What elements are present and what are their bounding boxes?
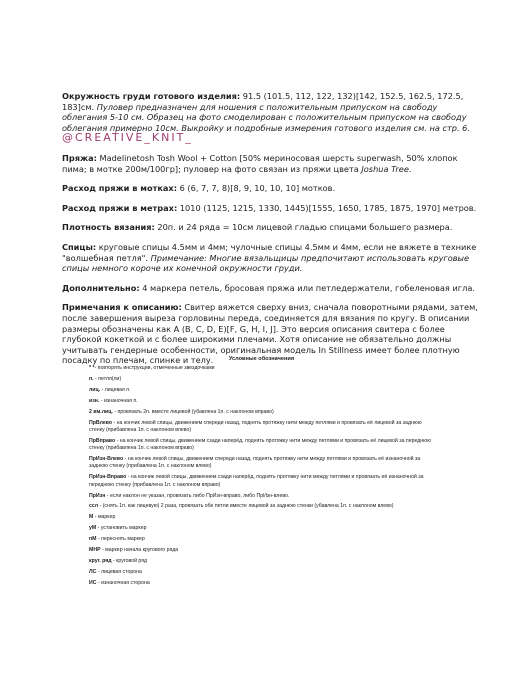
legend-term: М bbox=[89, 514, 94, 521]
gauge-label: Плотность вязания: bbox=[62, 222, 155, 233]
brand-watermark: @CREATIVE_KNIT_ bbox=[62, 131, 193, 145]
legend-term: круг. ряд bbox=[89, 557, 112, 564]
legend-item bbox=[89, 456, 434, 471]
notions-paragraph bbox=[62, 283, 480, 294]
legend-term: изн. bbox=[89, 397, 100, 404]
legend-desc: - повторять инструкции, отмеченные звездочками bbox=[94, 365, 215, 372]
pattern-notes-label: Примечания к описанию: bbox=[62, 302, 182, 313]
legend-term: ПрИзн bbox=[89, 492, 106, 499]
legend-term: ПрВлево bbox=[89, 419, 113, 426]
meters-value: 1010 (1125, 1215, 1330, 1445)[1555, 1650, 1785, 1875, 1970] метров. bbox=[177, 202, 477, 213]
legend-term: лиц. bbox=[89, 387, 101, 394]
yarn-label: Пряжа: bbox=[62, 152, 97, 163]
legend-title: Условные обозначения bbox=[228, 356, 295, 362]
legend-desc: - на кончик левой спицы, движением спереди назад, поднять протяжку нити между петлями и провязать её изнаночной за заднюю стенку (прибавлена 1п. с наклоном влево) bbox=[89, 456, 421, 470]
bust-value: 91.5 (101.5, 112, 122, 132)[142, 152.5, 162.5, 172.5, 183]см. bbox=[62, 91, 464, 112]
legend-item bbox=[89, 558, 434, 565]
legend-desc: - если наклон не указан, провязать либо ПрИзн-вправо, либо ПрИзн-влево. bbox=[105, 492, 290, 499]
bust-label: Окружность груди готового изделия: bbox=[62, 91, 241, 101]
needles-paragraph bbox=[62, 242, 480, 274]
abbreviations-legend bbox=[89, 356, 434, 591]
legend-item bbox=[89, 376, 434, 383]
legend-desc: - провязать 2п. вместе лицевой (убавлена 1п. с наклоном вправо) bbox=[112, 408, 274, 415]
legend-desc: - на кончик левой спицы, движением спереди назад, поднять протяжку нити между петлями и провязать её лицевой за заднюю стенку (прибавлена 1п. с наклоном влево) bbox=[89, 419, 422, 434]
yarn-paragraph bbox=[62, 153, 480, 174]
needles-label: Спицы: bbox=[62, 241, 97, 252]
legend-item bbox=[89, 503, 434, 510]
legend-item bbox=[89, 438, 434, 453]
legend-term: уМ bbox=[89, 525, 97, 532]
legend-item bbox=[89, 409, 434, 416]
legend-desc: - петля(ли) bbox=[93, 376, 122, 383]
legend-item bbox=[89, 493, 434, 500]
legend-desc: - переснять маркер bbox=[96, 536, 145, 543]
legend-list bbox=[89, 365, 434, 587]
legend-term: пМ bbox=[89, 536, 97, 543]
needles-note: Примечание: Многие вязальщицы предпочитают использовать круговые спицы немного короче их конечной окружности груди. bbox=[62, 252, 470, 274]
notions-value: 4 маркера петель, бросовая пряжа или петледержатели, гобеленовая игла. bbox=[139, 282, 475, 293]
yarn-color-name: Joshua Tree bbox=[361, 163, 409, 174]
legend-item bbox=[89, 525, 434, 532]
legend-item bbox=[89, 365, 434, 372]
legend-term: * * bbox=[89, 365, 95, 372]
legend-item bbox=[89, 398, 434, 405]
legend-item bbox=[89, 569, 434, 576]
legend-term: МНР bbox=[89, 546, 101, 553]
legend-desc: - маркер начала кругового ряда bbox=[100, 546, 179, 553]
meters-paragraph bbox=[62, 203, 480, 214]
skeins-label: Расход пряжи в мотках: bbox=[62, 183, 177, 194]
legend-item bbox=[89, 514, 434, 521]
legend-desc: - на кончик левой спицы, движением сзади наперёд, поднять протяжку нити между петлями и провязать её лицевой за переднюю стенку (прибавлена 1п. с наклоном вправо) bbox=[89, 437, 431, 452]
needles-value: круговые спицы 4.5мм и 4мм; чулочные спицы 4.5мм и 4мм, если не вяжете в технике "волшебная петля". bbox=[62, 241, 477, 263]
pattern-notes-value: Свитер вяжется сверху вниз, сначала поворотными рядами, затем, после завершения выреза горловины переда, соединяется для вязания по кругу. В описании размеры обозначены как A (B, C, D, E)[F, G, H, I, J]. Это версия описания свитера с более глубокой кокеткой и с более широкими плечами. Хотя описание не обязательно должны учитывать гендерные особенности, оригинальная модель In Stillness имеет более плотную посадку по плечам, спинке и телу. bbox=[62, 302, 478, 366]
legend-term: ПрИзн-Вправо bbox=[89, 474, 127, 481]
legend-item bbox=[89, 536, 434, 543]
legend-term: ПрВправо bbox=[89, 437, 116, 444]
legend-term: ссл bbox=[89, 503, 99, 510]
yarn-end: . bbox=[408, 163, 412, 174]
legend-desc: - лицевая п. bbox=[100, 387, 131, 394]
legend-desc: - (снять 1п. как лицевую) 2 раза, провязать обе петли вместе лицевой за заднюю стенки (убавлена 1п. с наклоном влево) bbox=[98, 503, 394, 510]
legend-desc: - маркер bbox=[93, 514, 116, 521]
skeins-paragraph bbox=[62, 183, 480, 194]
legend-term: п. bbox=[89, 376, 94, 383]
yarn-value: Madelinetosh Tosh Wool + Cotton [50% мериносовая шерсть superwash, 50% хлопок пима; в мотке 200м/100гр]; пуловер на фото связан из пряжи цвета bbox=[62, 152, 458, 174]
legend-item bbox=[89, 474, 434, 489]
meters-label: Расход пряжи в метрах: bbox=[62, 202, 178, 213]
gauge-value: 20п. и 24 ряда = 10см лицевой гладью спицами большего размера. bbox=[154, 222, 453, 233]
skeins-value: 6 (6, 7, 7, 8)[8, 9, 10, 10, 10] мотков. bbox=[177, 183, 336, 194]
legend-item bbox=[89, 580, 434, 587]
legend-item bbox=[89, 420, 434, 435]
legend-item bbox=[89, 547, 434, 554]
legend-item bbox=[89, 387, 434, 394]
legend-desc: - изнаночная п. bbox=[99, 397, 138, 404]
gauge-paragraph bbox=[62, 222, 480, 233]
legend-desc: - на кончик левой спицы, движением сзади наперёд, поднять протяжку нити между петлями и провязать её изнаночной за переднюю стенку (прибавлена 1п. с наклоном вправо) bbox=[89, 474, 424, 488]
legend-term: ЛС bbox=[89, 568, 97, 575]
bust-paragraph bbox=[62, 91, 480, 144]
bust-note: Пуловер предназначен для ношения с положительным припуском на свободу облегания 5-10 см. Образец на фото смоделирован с положительным припуском на свободу облегания примерно 10см. Выкройку и подробные измерения готового изделия см. на стр. 6. bbox=[62, 101, 470, 133]
notions-label: Дополнительно: bbox=[62, 282, 140, 293]
legend-desc: - изнаночная сторона bbox=[96, 579, 150, 586]
legend-term: 2 вм.лиц. bbox=[89, 408, 113, 415]
legend-term: ИС bbox=[89, 579, 97, 586]
legend-desc: - круговой ряд bbox=[111, 557, 148, 564]
pattern-info bbox=[62, 91, 480, 375]
legend-term: ПрИзн-Влево bbox=[89, 456, 124, 463]
legend-desc: - установить маркер bbox=[96, 525, 147, 532]
legend-desc: - лицевая сторона bbox=[96, 568, 142, 575]
